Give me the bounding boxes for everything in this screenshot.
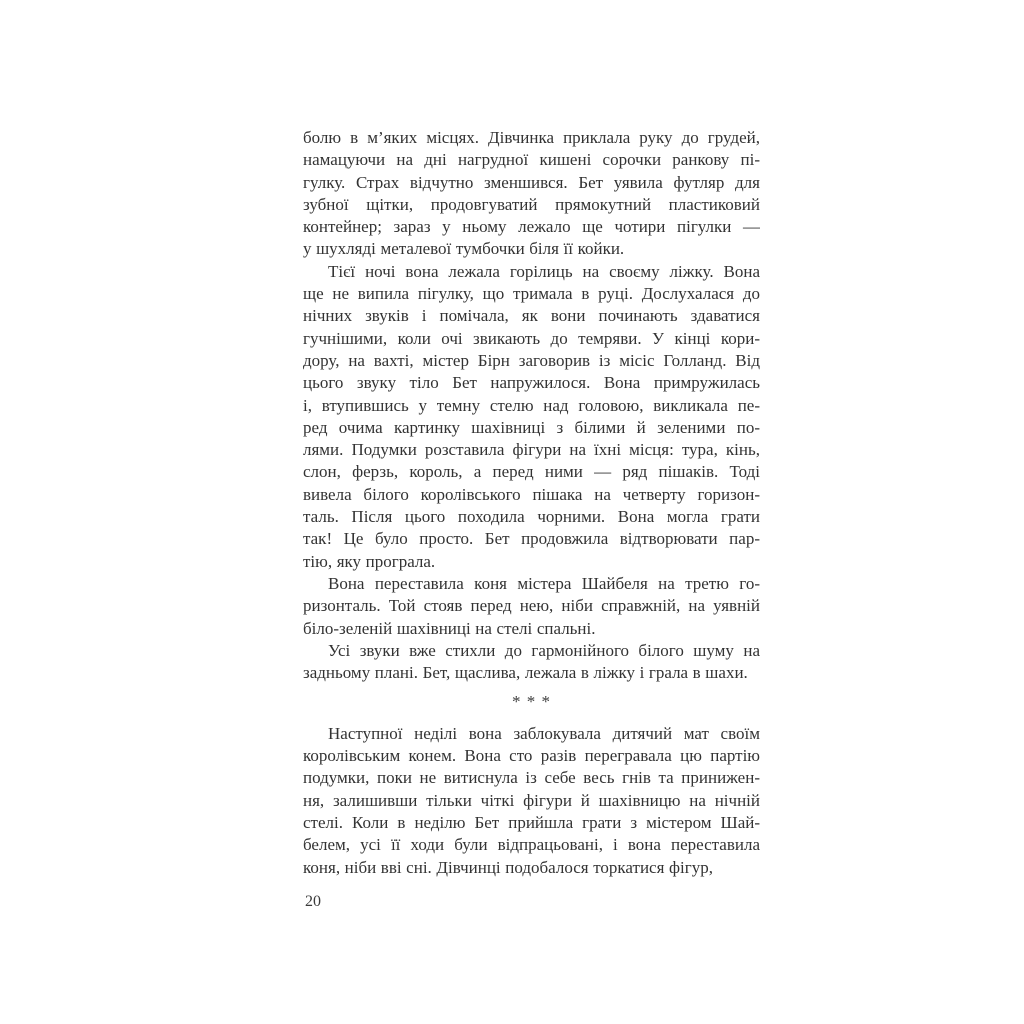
- text-line: стелі. Коли в неділю Бет прийшла грати з містером Шай-: [303, 812, 760, 832]
- text-line: королівським конем. Вона сто разів перегравала цю партію: [303, 746, 760, 766]
- text-line: ня, залишивши тільки чіткі фігури й шахівницю на нічній: [303, 790, 760, 810]
- text-line: таль. Після цього походила чорними. Вона могла грати: [303, 507, 760, 527]
- text-line: Наступної неділі вона заблокувала дитячий мат своїм: [328, 723, 760, 743]
- text-line: лями. Подумки розставила фігури на їхні місця: тура, кінь,: [303, 440, 760, 460]
- text-line: зубної щітки, продовгуватий прямокутний пластиковий: [303, 194, 760, 214]
- page-number: 20: [305, 893, 321, 910]
- paragraph: [303, 640, 760, 685]
- text-block: [303, 127, 760, 879]
- text-line: гулку. Страх відчутно зменшився. Бет уявила футляр для: [303, 172, 760, 192]
- text-line: подумки, поки не витиснула із себе весь гнів та принижен-: [303, 768, 760, 788]
- text-line: коня, ніби вві сні. Дівчинці подобалося торкатися фігур,: [303, 857, 713, 877]
- text-line: у шухляді металевої тумбочки біля її койки.: [303, 239, 625, 259]
- text-line: намацуючи на дні нагрудної кишені сорочки ранкову пі-: [303, 150, 760, 170]
- text-line: белем, усі її ходи були відпрацьовані, і вона переставила: [303, 835, 760, 855]
- text-line: ред очима картинку шахівниці з білими й зеленими по-: [303, 417, 760, 437]
- paragraph: [303, 723, 760, 879]
- text-line: і, втупившись у темну стелю над головою, викликала пе-: [303, 395, 760, 415]
- text-line: ризонталь. Той стояв перед нею, ніби справжній, на уявній: [303, 596, 760, 616]
- text-line: цього звуку тіло Бет напружилося. Вона примружилась: [303, 373, 760, 393]
- text-line: слон, ферзь, король, а перед ними — ряд пішаків. Тоді: [303, 462, 760, 482]
- text-line: ще не випила пігулку, що тримала в руці. Дослухалася до: [303, 284, 760, 304]
- paragraph: [303, 127, 760, 261]
- text-line: болю в м’яких місцях. Дівчинка приклала руку до грудей,: [303, 128, 760, 147]
- text-line: Тієї ночі вона лежала горілиць на своєму ліжку. Вона: [328, 261, 760, 281]
- text-line: Усі звуки вже стихли до гармонійного білого шуму на: [328, 640, 760, 660]
- text-line: так! Це було просто. Бет продовжила відтворювати пар-: [303, 529, 760, 549]
- section-separator: * * *: [512, 692, 551, 712]
- text-line: гучнішими, коли очі звикають до темряви. У кінці кори-: [303, 328, 760, 348]
- text-line: задньому плані. Бет, щаслива, лежала в ліжку і грала в шахи.: [303, 663, 748, 683]
- paragraph: [303, 573, 760, 640]
- text-line: вивела білого королівського пішака на четверту горизон-: [303, 484, 760, 504]
- text-line: дору, на вахті, містер Бірн заговорив із місіс Голланд. Від: [303, 350, 760, 370]
- paragraph: [303, 261, 760, 573]
- text-line: контейнер; зараз у ньому лежало ще чотири пігулки —: [303, 217, 760, 237]
- text-line: біло-зеленій шахівниці на стелі спальні.: [303, 618, 596, 638]
- text-line: Вона переставила коня містера Шайбеля на третю го-: [328, 573, 760, 593]
- text-line: нічних звуків і помічала, як вони починають здаватися: [303, 306, 760, 326]
- text-line: тію, яку програла.: [303, 551, 436, 571]
